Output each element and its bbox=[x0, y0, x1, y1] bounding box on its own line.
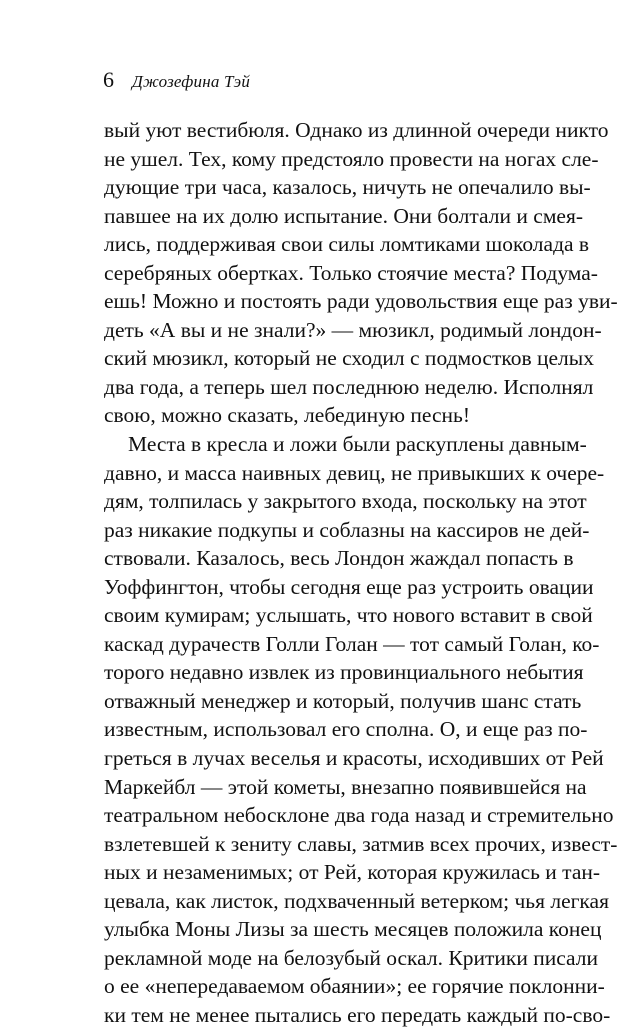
text-line: известным, использовал его сполна. О, и еще раз по- bbox=[104, 717, 588, 742]
text-line: взлетевшей к зениту славы, затмив всех прочих, извест- bbox=[104, 831, 618, 856]
text-line: павшее на их долю испытание. Они болтали и смея- bbox=[104, 203, 584, 228]
text-line: греться в лучах веселья и красоты, исходивших от Рей bbox=[104, 746, 604, 771]
text-line: раз никакие подкупы и соблазны на кассиров не дей- bbox=[104, 517, 590, 542]
body-text bbox=[104, 116, 618, 1030]
running-title: Джозефина Тэй bbox=[132, 72, 251, 91]
text-line: театральном небосклоне два года назад и стремительно bbox=[104, 803, 614, 828]
paragraph-2 bbox=[104, 430, 618, 1029]
text-line: два года, а теперь шел последнюю неделю. Исполнял bbox=[104, 374, 594, 399]
text-line: Места в кресла и ложи были раскуплены давным- bbox=[128, 432, 587, 457]
page-header bbox=[103, 66, 250, 96]
page-number: 6 bbox=[103, 67, 114, 92]
text-line: о ее «непередаваемом обаянии»; ее горячие поклонни- bbox=[104, 974, 605, 999]
text-line: деть «А вы и не знали?» — мюзикл, родимый лондон- bbox=[104, 317, 602, 342]
text-line: ки тем не менее пытались его передать каждый по-сво- bbox=[104, 1002, 611, 1027]
text-line: своим кумирам; услышать, что нового вставит в свой bbox=[104, 603, 593, 628]
text-line: не ушел. Тех, кому предстояло провести на ногах сле- bbox=[104, 146, 599, 171]
text-line: дующие три часа, казалось, ничуть не опечалило вы- bbox=[104, 175, 591, 200]
text-line: рекламной моде на белозубый оскал. Критики писали bbox=[104, 945, 598, 970]
paragraph-1 bbox=[104, 116, 618, 430]
text-line: ешь! Можно и постоять ради удовольствия еще раз уви- bbox=[104, 289, 618, 314]
text-line: дям, толпилась у закрытого входа, поскольку на этот bbox=[104, 489, 587, 514]
text-line: улыбка Моны Лизы за шесть месяцев положила конец bbox=[104, 917, 602, 942]
text-line: ствовали. Казалось, весь Лондон жаждал попасть в bbox=[104, 546, 574, 571]
text-line: Маркейбл — этой кометы, внезапно появившейся на bbox=[104, 774, 587, 799]
text-line: ных и незаменимых; от Рей, которая кружилась и тан- bbox=[104, 860, 601, 885]
text-line: цевала, как листок, подхваченный ветерком; чья легкая bbox=[104, 888, 609, 913]
text-line: Уоффингтон, чтобы сегодня еще раз устроить овации bbox=[104, 574, 594, 599]
text-line: серебряных обертках. Только стоячие места? Подума- bbox=[104, 260, 598, 285]
text-line: вый уют вестибюля. Однако из длинной очереди никто bbox=[104, 118, 609, 142]
text-line: ский мюзикл, который не сходил с подмостков целых bbox=[104, 346, 594, 371]
text-line: лись, поддерживая свои силы ломтиками шоколада в bbox=[104, 232, 590, 257]
text-line: каскад дурачеств Голли Голан — тот самый Голан, ко- bbox=[104, 631, 600, 656]
text-line: свою, можно сказать, лебединую песнь! bbox=[104, 403, 470, 428]
text-line: давно, и масса наивных девиц, не привыкших к очере- bbox=[104, 460, 605, 485]
text-line: отважный менеджер и который, получив шанс стать bbox=[104, 688, 582, 713]
text-line: торого недавно извлек из провинциального небытия bbox=[104, 660, 584, 685]
